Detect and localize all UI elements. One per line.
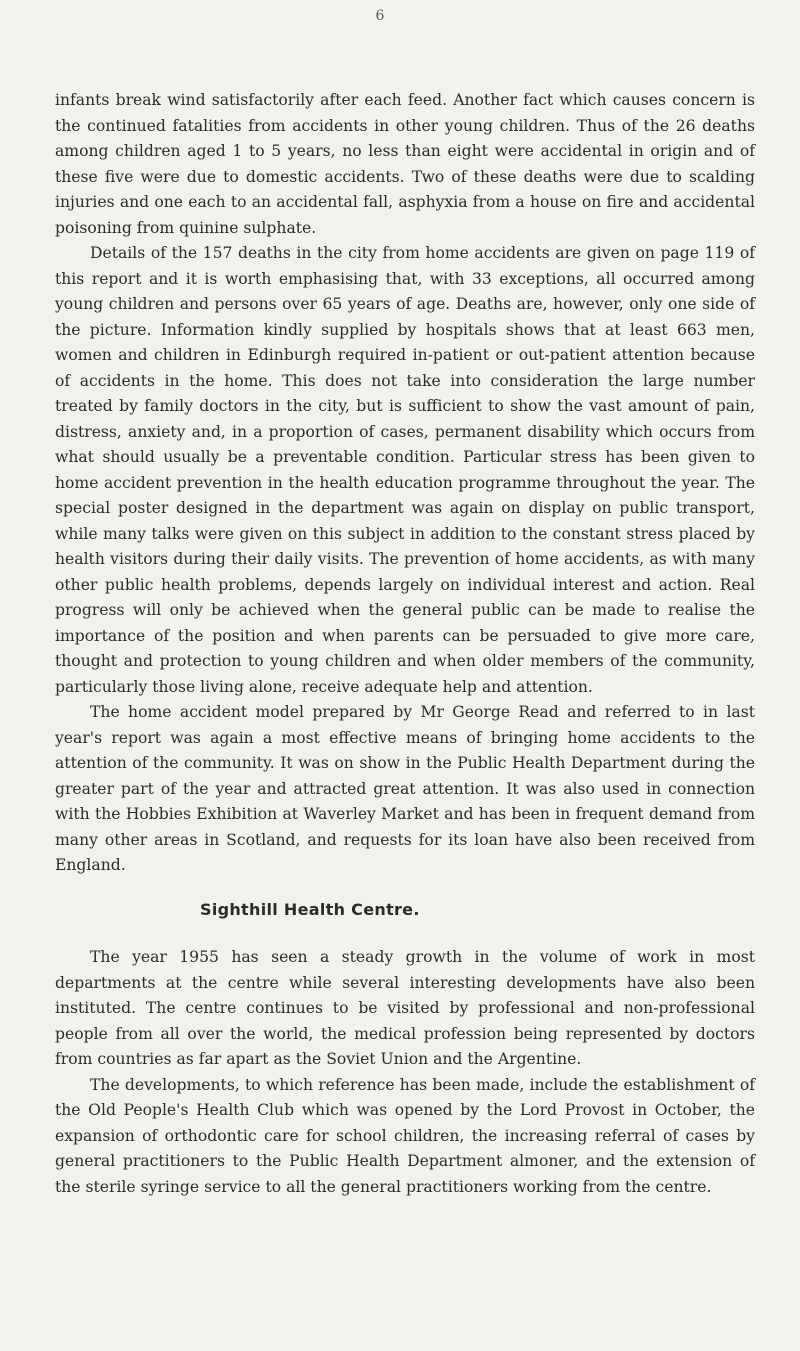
page-number: 6	[375, 8, 385, 24]
home-accidents-section	[55, 88, 755, 879]
paragraph: infants break wind satisfactorily after each feed. Another fact which causes concern is the continued fatalities from accidents in other young children. Thus of the 26 deaths among children aged 1 to 5 years, no less than eight were accidental in origin and of these five were due to domestic accidents. Two of these deaths were due to scalding injuries and one each to an accidental fall, asphyxia from a house on fire and accidental poisoning from quinine sulphate.	[55, 91, 755, 237]
paragraph: The developments, to which reference has been made, include the establishment of the Old People's Health Club which was opened by the Lord Provost in October, the expansion of orthodontic care for school children, the increasing referral of cases by general practitioners to the Public Health Department almoner, and the extension of the sterile syringe service to all the general practitioners working from the centre.	[55, 1075, 755, 1196]
paragraph: The year 1955 has seen a steady growth in the volume of work in most departments at the centre while several interesting developments have also been instituted. The centre continues to be visited by professional and non-professional people from all over the world, the medical profession being represented by doctors from countries as far apart as the Soviet Union and the Argentine.	[55, 948, 755, 1068]
section-heading: Sighthill Health Centre.	[200, 900, 420, 919]
paragraph: Details of the 157 deaths in the city from home accidents are given on page 119 of this report and it is worth emphasising that, with 33 exceptions, all occurred among young children and persons over 65 years of age. Deaths are, however, only one side of the picture. Information kindly supplied by hospitals shows that at least 663 men, women and children in Edinburgh required in-patient or out-patient attention because of accidents in the home. This does not take into consideration the large number treated by family doctors in the city, but is sufficient to show the vast amount of pain, distress, anxiety and, in a proportion of cases, permanent disability which occurs from what should usually be a preventable condition. Particular stress has been given to home accident prevention in the health education programme throughout the year. The special poster designed in the department was again on display on public transport, while many talks were given on this subject in addition to the constant stress placed by health visitors during their daily visits. The prevention of home accidents, as with many other public health problems, depends largely on individual interest and action. Real progress will only be achieved when the general public can be made to realise the importance of the position and when parents can be persuaded to give more care, thought and protection to young children and when older members of the community, particularly those living alone, receive adequate help and attention.	[55, 244, 755, 696]
sighthill-section	[55, 945, 755, 1200]
paragraph: The home accident model prepared by Mr George Read and referred to in last year's report was again a most effective means of bringing home accidents to the attention of the community. It was on show in the Public Health Department during the greater part of the year and attracted great attention. It was also used in connection with the Hobbies Exhibition at Waverley Market and has been in frequent demand from many other areas in Scotland, and requests for its loan have also been received from England.	[55, 703, 755, 874]
